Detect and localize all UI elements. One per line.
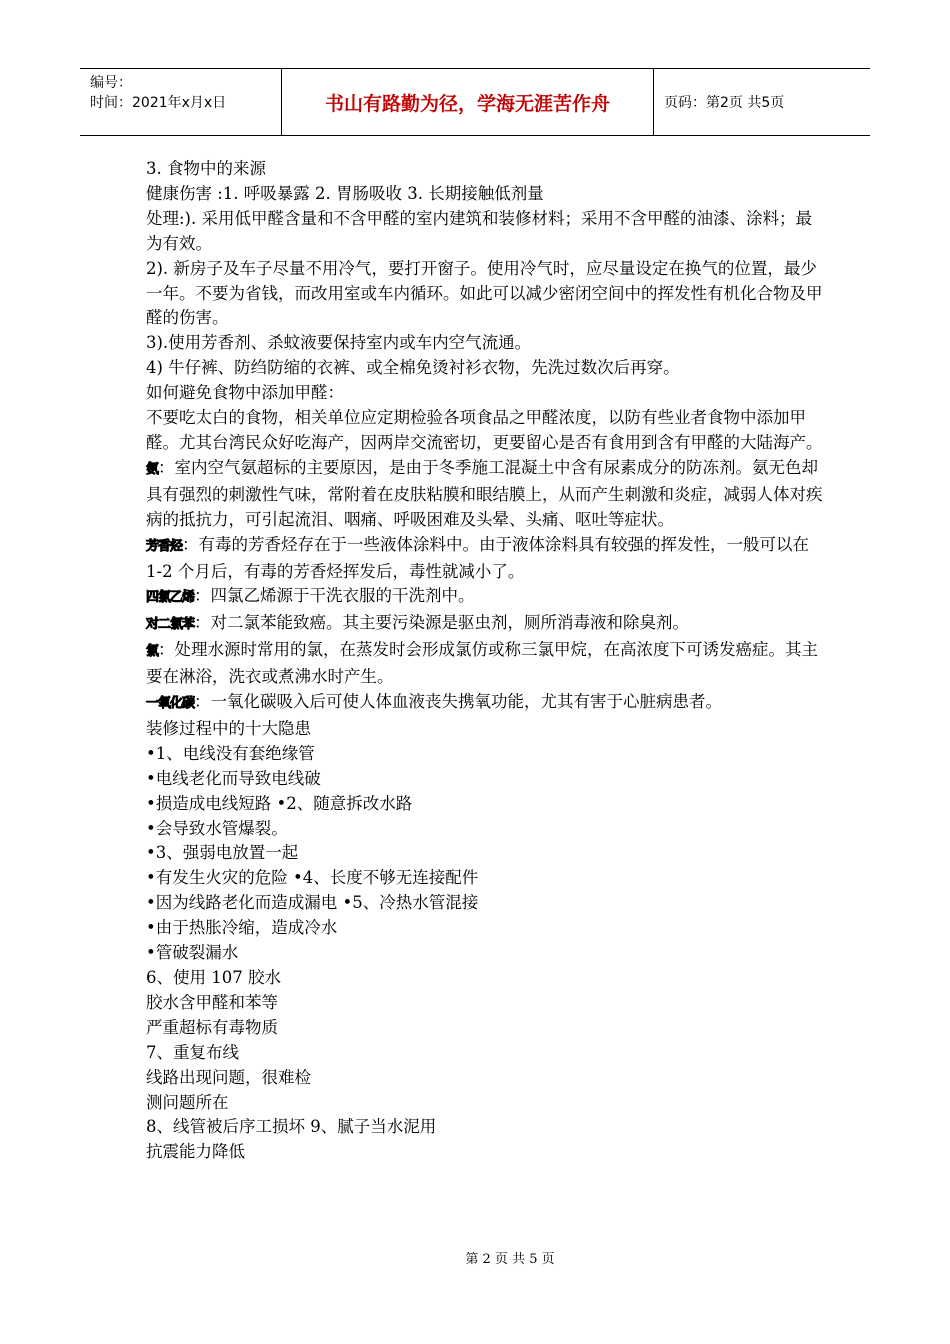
- page-footer: 第 2 页 共 5 页: [465, 1252, 555, 1267]
- section-heading: 如何避免食物中添加甲醛：: [146, 383, 344, 403]
- paragraph-text: ：一氧化碳吸入后可使人体血液丧失携氧功能，尤其有害于心脏病患者。: [194, 692, 723, 712]
- list-item: •因为线路老化而造成漏电 •5、冷热水管混接: [146, 893, 479, 913]
- document-number: 编号：: [90, 75, 132, 91]
- list-item: 线路出现问题，很难检: [146, 1067, 311, 1087]
- document-date: 时间：2021年x月x日: [90, 95, 227, 111]
- list-item: •有发生火灾的危险 •4、长度不够无连接配件: [146, 868, 479, 888]
- term-label-dichlorobenzene: 对二氯苯: [146, 617, 195, 633]
- list-item: •电线老化而导致电线破: [146, 768, 321, 788]
- paragraph-ammonia: [146, 456, 826, 533]
- paragraph-text: ：有毒的芳香烃存在于一些液体涂料中。由于液体涂料具有较强的挥发性，一般可以在 1-2 个月后，有毒的芳香烃挥发后，毒性就减小了。: [146, 534, 810, 581]
- document-header: [80, 68, 870, 136]
- list-item: •由于热胀冷缩，造成冷水: [146, 918, 338, 938]
- document-body: [146, 157, 826, 1165]
- header-meta: [80, 69, 282, 135]
- paragraph-dichlorobenzene: [146, 611, 826, 638]
- list-item: •管破裂漏水: [146, 943, 239, 963]
- term-label-aromatics: 芳香烃: [146, 538, 183, 554]
- paragraph-aromatics: [146, 533, 826, 585]
- paragraph: 处理:). 采用低甲醛含量和不含甲醛的室内建筑和装修材料；采用不含甲醛的油漆、涂料；最为有效。: [146, 208, 812, 253]
- paragraph: 4) 牛仔裤、防绉防缩的衣裤、或全棉免烫衬衫衣物，先洗过数次后再穿。: [146, 358, 680, 378]
- paragraph: 3. 食物中的来源: [146, 159, 266, 178]
- paragraph: 2). 新房子及车子尽量不用冷气，要打开窗子。使用冷气时，应尽量设定在换气的位置，最少一年。不要为省钱，而改用室或车内循环。如此可以减少密闭空间中的挥发性有机化合物及甲醛的伤害。: [146, 258, 823, 328]
- list-item: •会导致水管爆裂。: [146, 818, 288, 838]
- list-item: 测问题所在: [146, 1092, 229, 1112]
- paragraph-text: ：对二氯苯能致癌。其主要污染源是驱虫剂，厕所消毒液和除臭剂。: [194, 613, 690, 633]
- term-label-ammonia: 氨: [146, 461, 159, 477]
- term-label-carbon-monoxide: 一氧化碳: [146, 696, 195, 712]
- list-item: 6、使用 107 胶水: [146, 968, 281, 987]
- header-motto: 书山有路勤为径，学海无涯苦作舟: [282, 69, 654, 135]
- paragraph: 3).使用芳香剂、杀蚊液要保持室内或车内空气流通。: [146, 333, 532, 353]
- paragraph-carbon-monoxide: [146, 690, 826, 717]
- paragraph-text: ：室内空气氨超标的主要原因，是由于冬季施工混凝土中含有尿素成分的防冻剂。氨无色却具有强烈的刺激性气味，常附着在皮肤粘膜和眼结膜上，从而产生刺激和炎症，减弱人体对疾病的抵抗力，可引起流泪、咽痛、呼吸困难及头晕、头痛、呕吐等症状。: [146, 457, 823, 529]
- paragraph: 健康伤害 :1. 呼吸暴露 2. 胃肠吸收 3. 长期接触低剂量: [146, 183, 544, 203]
- list-item: 严重超标有毒物质: [146, 1017, 278, 1037]
- list-item: 胶水含甲醛和苯等: [146, 992, 278, 1012]
- paragraph: 不要吃太白的食物，相关单位应定期检验各项食品之甲醛浓度，以防有些业者食物中添加甲醛。尤其台湾民众好吃海产，因两岸交流密切，更要留心是否有食用到含有甲醛的大陆海产。: [146, 408, 823, 452]
- list-item: •1、电线没有套绝缘管: [146, 743, 315, 763]
- header-page-number: 页码：第2页 共5页: [664, 95, 785, 111]
- list-item: 7、重复布线: [146, 1042, 239, 1062]
- paragraph-chlorine: [146, 638, 826, 690]
- paragraph-text: ：处理水源时常用的氯，在蒸发时会形成氯仿或称三氯甲烷，在高浓度下可诱发癌症。其主要在淋浴，洗衣或煮沸水时产生。: [146, 640, 819, 687]
- term-label-tetrachloroethylene: 四氯乙烯: [146, 590, 195, 606]
- list-item: 抗震能力降低: [146, 1142, 245, 1162]
- term-label-chlorine: 氯: [146, 644, 159, 660]
- paragraph-text: ：四氯乙烯源于干洗衣服的干洗剂中。: [194, 586, 475, 606]
- section-heading: 装修过程中的十大隐患: [146, 718, 311, 738]
- list-item: 8、线管被后序工损坏 9、腻子当水泥用: [146, 1117, 437, 1137]
- paragraph-tetrachloroethylene: [146, 584, 826, 611]
- list-item: •3、强弱电放置一起: [146, 843, 299, 863]
- list-item: •损造成电线短路 •2、随意拆改水路: [146, 793, 413, 813]
